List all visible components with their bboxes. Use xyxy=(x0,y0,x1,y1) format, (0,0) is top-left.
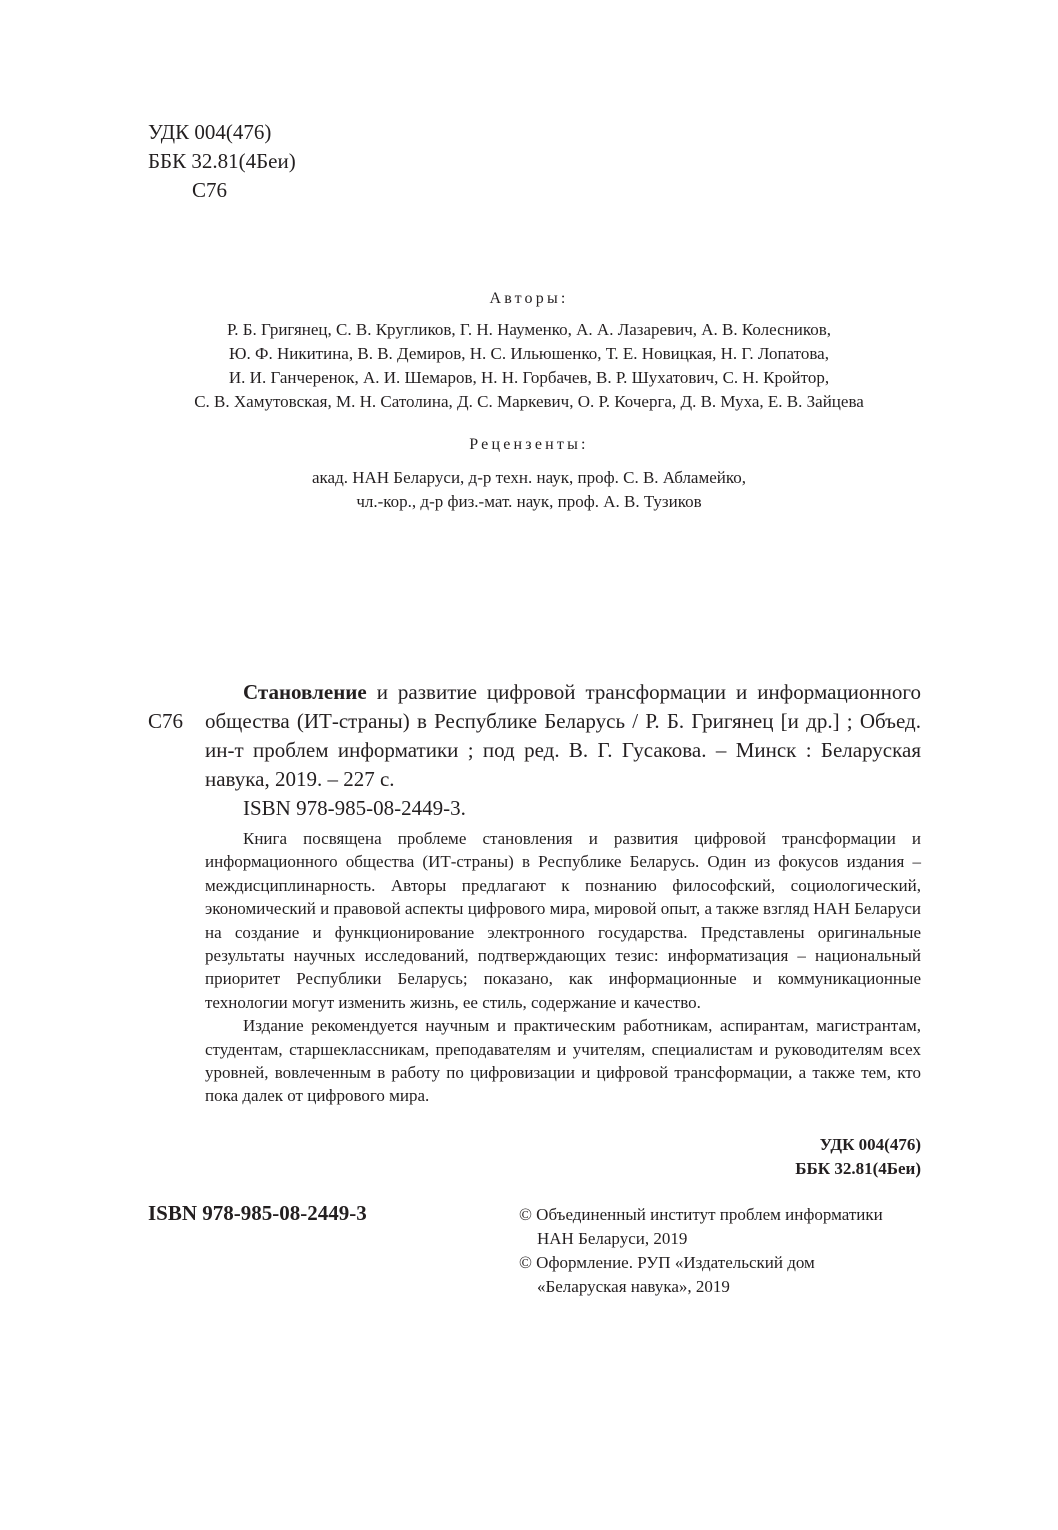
isbn-number: ISBN 978-985-08-2449-3 xyxy=(148,1201,367,1225)
reviewer-line: чл.-кор., д-р физ.-мат. наук, проф. А. В. Тузиков xyxy=(356,492,702,511)
reviewers-heading: Рецензенты: xyxy=(469,436,589,453)
author-sign-code: С76 xyxy=(192,178,228,202)
authors-line: Ю. Ф. Никитина, В. В. Демиров, Н. С. Ильюшенко, Т. Е. Новицкая, Н. Г. Лопатова, xyxy=(229,344,829,363)
udk-code-bottom: УДК 004(476) xyxy=(819,1135,921,1154)
authors-line: И. И. Ганчеренок, А. И. Шемаров, Н. Н. Горбачев, В. Р. Шухатович, С. Н. Кройтор, xyxy=(228,368,830,387)
authors-heading: Авторы: xyxy=(489,290,569,307)
udk-code: УДК 004(476) xyxy=(148,120,272,144)
copyright-line: НАН Беларуси, 2019 xyxy=(537,1229,688,1248)
copyright-line: «Беларуская навука», 2019 xyxy=(537,1277,730,1296)
annotation-paragraph: Издание рекомендуется научным и практическим работникам, аспирантам, магистрантам, студентам, старшеклассникам, преподавателям и учителям, специалистам и руководителям всех уровней, вовлеченным в работу по цифровизации и цифровой трансформации, а также тем, кто пока далек от цифрового мира. xyxy=(205,1016,921,1106)
authors-line: Р. Б. Григянец, С. В. Кругликов, Г. Н. Науменко, А. А. Лазаревич, А. В. Колесников, xyxy=(226,320,832,339)
bibliographic-text: и развитие цифровой трансформации и информационного общества (ИТ-страны) в Республике Беларусь / Р. Б. Григянец [и др.] ; Объед. ин-т проблем информатики ; под ред. В. Г. Гусакова. – Минск : Беларуская навука, 2019. – 227 с. xyxy=(205,680,921,791)
bibliographic-isbn: ISBN 978-985-08-2449-3. xyxy=(243,796,466,820)
annotation xyxy=(205,827,921,1108)
bibliographic-record xyxy=(205,678,921,823)
bibliographic-code: С76 xyxy=(148,709,184,733)
classification-block-bottom xyxy=(795,1133,921,1181)
reviewers-list xyxy=(0,466,1058,514)
annotation-paragraph: Книга посвящена проблеме становления и развития цифровой трансформации и информационного общества (ИТ-страны) в Республике Беларусь. Один из фокусов издания – междисциплинарность. Авторы предлагают к познанию философский, социологический, экономический и правовой аспекты цифрового мира, мировой опыт, а также взгляд НАН Беларуси на создание и функционирование электронного государства. Представлены оригинальные результаты научных исследований, подтверждающих тезис: информатизация – национальный приоритет Республики Беларусь; показано, как информационные и коммуникационные технологии могут изменить жизнь, ее стиль, содержание и качество. xyxy=(205,829,921,1012)
authors-list xyxy=(0,318,1058,414)
copyright-line: © Объединенный институт проблем информатики xyxy=(519,1205,883,1224)
bibliographic-description xyxy=(205,678,921,794)
copyright-line: © Оформление. РУП «Издательский дом xyxy=(519,1253,815,1272)
reviewer-line: акад. НАН Беларуси, д-р техн. наук, проф. С. В. Абламейко, xyxy=(311,468,747,487)
bbk-code-bottom: ББК 32.81(4Беи) xyxy=(795,1159,921,1178)
authors-line: С. В. Хамутовская, М. Н. Сатолина, Д. С. Маркевич, О. Р. Кочерга, Д. В. Муха, Е. В. Зайцева xyxy=(194,392,864,411)
classification-block-top xyxy=(148,118,296,205)
book-title-bold: Становление xyxy=(243,680,367,704)
copyright-block xyxy=(519,1203,883,1299)
bbk-code: ББК 32.81(4Беи) xyxy=(148,149,296,173)
